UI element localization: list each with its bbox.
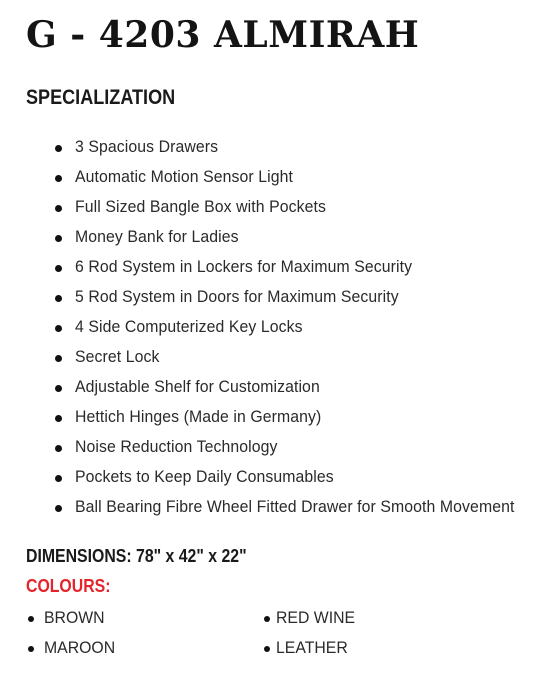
bullet-icon [28,646,34,652]
dimensions-text: DIMENSIONS: 78" x 42" x 22" [26,546,247,566]
colour-label: BROWN [44,608,105,627]
bullet-icon [55,385,62,392]
list-item-text: Automatic Motion Sensor Light [75,167,294,186]
list-item-text: Hettich Hinges (Made in Germany) [75,407,322,426]
product-title: G - 4203 ALMIRAH [26,14,420,56]
bullet-icon [264,646,270,652]
bullet-icon [55,505,62,512]
bullet-icon [55,235,62,242]
list-item-text: Noise Reduction Technology [75,437,278,456]
bullet-icon [55,325,62,332]
bullet-icon [28,616,34,622]
bullet-icon [55,445,62,452]
bullet-icon [55,175,62,182]
list-item-text: Money Bank for Ladies [75,227,239,246]
list-item-text: Secret Lock [75,347,160,366]
specialization-heading: SPECIALIZATION [26,86,176,109]
bullet-icon [55,475,62,482]
bullet-icon [55,415,62,422]
colour-label: LEATHER [276,638,348,657]
bullet-icon [55,265,62,272]
bullet-icon [55,145,62,152]
bullet-icon [264,616,270,622]
colours-heading: COLOURS: [26,576,111,596]
list-item-text: Pockets to Keep Daily Consumables [75,467,334,486]
list-item-text: 4 Side Computerized Key Locks [75,317,303,336]
bullet-icon [55,205,62,212]
list-item-text: 6 Rod System in Lockers for Maximum Security [75,257,413,276]
list-item-text: Adjustable Shelf for Customization [75,377,320,396]
bullet-icon [55,295,62,302]
list-item-text: Full Sized Bangle Box with Pockets [75,197,326,216]
colour-label: RED WINE [276,608,356,627]
list-item-text: 3 Spacious Drawers [75,137,219,156]
bullet-icon [55,355,62,362]
list-item-text: 5 Rod System in Doors for Maximum Security [75,287,399,306]
colour-label: MAROON [44,638,116,657]
list-item-text: Ball Bearing Fibre Wheel Fitted Drawer for Smooth Movement [75,497,515,516]
